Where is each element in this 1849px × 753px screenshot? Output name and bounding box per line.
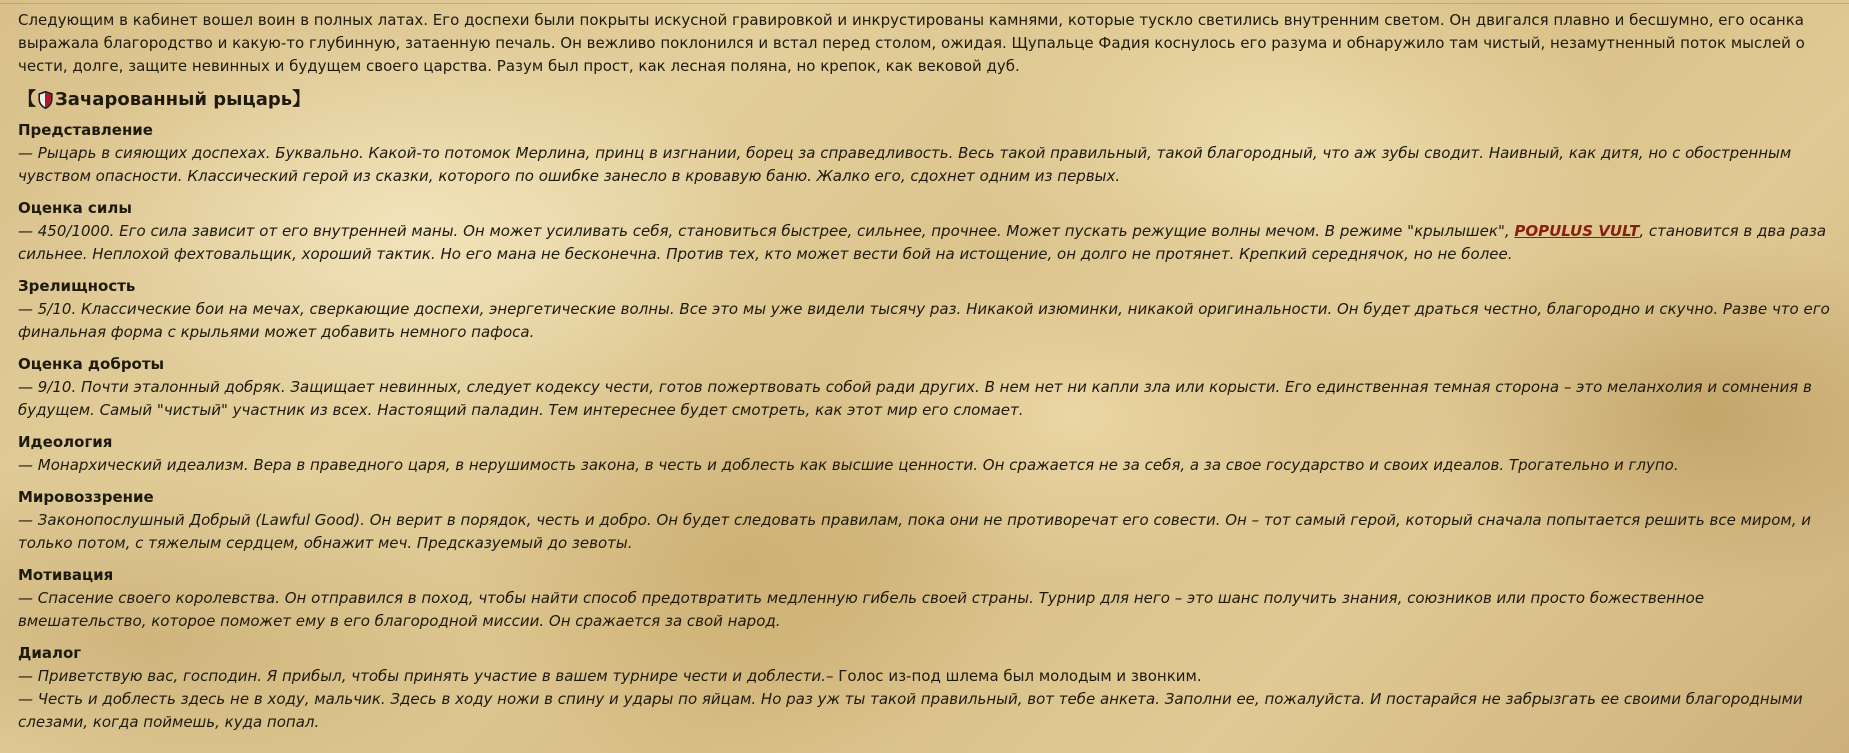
- shield-icon: [37, 90, 54, 110]
- section-worldview: [18, 486, 1833, 555]
- section-ideology: [18, 431, 1833, 477]
- section-heading: Оценка силы: [18, 199, 132, 217]
- story-content: [18, 9, 1833, 743]
- section-dialog: [18, 642, 1833, 734]
- section-heading: Идеология: [18, 433, 113, 451]
- section-text: [18, 220, 1833, 266]
- section-heading: Диалог: [18, 644, 82, 662]
- intro-paragraph: Следующим в кабинет вошел воин в полных латах. Его доспехи были покрыты искусной гравировкой и инкрустированы камнями, которые тускло светились внутренним светом. Он двигался плавно и бесшумно, его осанка выражала благородство и какую-то глубинную, затаенную печаль. Он вежливо поклонился и встал перед столом, ожидая. Щупальце Фадия коснулось его разума и обнаружило там чистый, незамутненный поток мыслей о чести, долге, защите невинных и будущем своего царства. Разум был прост, как лесная поляна, но крепок, как вековой дуб.: [18, 11, 1805, 75]
- populus-vult-link[interactable]: POPULUS VULT: [1514, 222, 1640, 240]
- section-heading: Оценка доброты: [18, 355, 165, 373]
- dialog-line-knight: [18, 665, 1833, 688]
- section-text: — Спасение своего королевства. Он отправился в поход, чтобы найти способ предотвратить медленную гибель своей страны. Турнир для него – это шанс получить знания, союзников или просто божественное вмешательство, которое поможет ему в его благородной миссии. Он сражается за свой народ.: [18, 589, 1705, 630]
- section-text: — 5/10. Классические бои на мечах, сверкающие доспехи, энергетические волны. Все это мы уже видели тысячу раз. Никакой изюминки, никакой оригинальности. Он будет драться честно, благородно и скучно. Разве что его финальная форма с крыльями может добавить немного пафоса.: [18, 300, 1830, 341]
- section-power: [18, 197, 1833, 266]
- title-bracket-close: 】: [292, 89, 311, 110]
- character-name: Зачарованный рыцарь: [55, 89, 293, 110]
- dialog-speech: — Честь и доблесть здесь не в ходу, мальчик. Здесь в ходу ножи в спину и удары по яйцам. Но раз уж ты такой правильный, вот тебе анкета. Заполни ее, пожалуйста. И постарайся не забрызгать ее своими благородными слезами, когда поймешь, куда попал.: [18, 690, 1803, 731]
- section-heading: Представление: [18, 121, 153, 139]
- section-text: — 9/10. Почти эталонный добряк. Защищает невинных, следует кодексу чести, готов пожертвовать собой ради других. В нем нет ни капли зла или корысти. Его единственная темная сторона – это меланхолия и сомнения в будущем. Самый "чистый" участник из всех. Настоящий паладин. Тем интереснее будет смотреть, как этот мир его сломает.: [18, 378, 1812, 419]
- character-title: [18, 87, 1833, 113]
- section-text: — Рыцарь в сияющих доспехах. Буквально. Какой-то потомок Мерлина, принц в изгнании, борец за справедливость. Весь такой правильный, такой благородный, что аж зубы сводит. Наивный, как дитя, но с обостренным чувством опасности. Классический герой из сказки, которого по ошибке занесло в кровавую баню. Жалко его, сдохнет одним из первых.: [18, 144, 1792, 185]
- section-motivation: [18, 564, 1833, 633]
- power-text-after: , становится в два раза сильнее. Неплохой фехтовальщик, хороший тактик. Но его мана не бесконечна. Против тех, кто может вести бой на истощение, он долго не протянет. Крепкий середнячок, но не более.: [18, 222, 1827, 263]
- section-text: — Монархический идеализм. Вера в праведного царя, в нерушимость закона, в честь и доблесть как высшие ценности. Он сражается не за себя, а за свое государство и своих идеалов. Трогательно и глупо.: [18, 456, 1679, 474]
- section-kindness: [18, 353, 1833, 422]
- section-text: — Законопослушный Добрый (Lawful Good). Он верит в порядок, честь и добро. Он будет следовать правилам, пока они не противоречат его совести. Он – тот самый герой, который сначала попытается решить все миром, и только потом, с тяжелым сердцем, обнажит меч. Предсказуемый до зевоты.: [18, 511, 1811, 552]
- section-heading: Зрелищность: [18, 277, 136, 295]
- power-text-before: — 450/1000. Его сила зависит от его внутренней маны. Он может усиливать себя, становиться быстрее, сильнее, прочнее. Может пускать режущие волны мечом. В режиме "крылышек",: [18, 222, 1515, 240]
- dialog-speech: — Приветствую вас, господин. Я прибыл, чтобы принять участие в вашем турнире чести и доблести.: [18, 667, 826, 685]
- title-bracket-open: 【: [18, 89, 36, 110]
- section-heading: Мировоззрение: [18, 488, 154, 506]
- section-presentation: [18, 119, 1833, 188]
- section-spectacle: [18, 275, 1833, 344]
- section-heading: Мотивация: [18, 566, 114, 584]
- dialog-narration: – Голос из-под шлема был молодым и звонким.: [825, 667, 1202, 685]
- top-divider: [0, 3, 1849, 4]
- dialog-line-reply: [18, 688, 1833, 734]
